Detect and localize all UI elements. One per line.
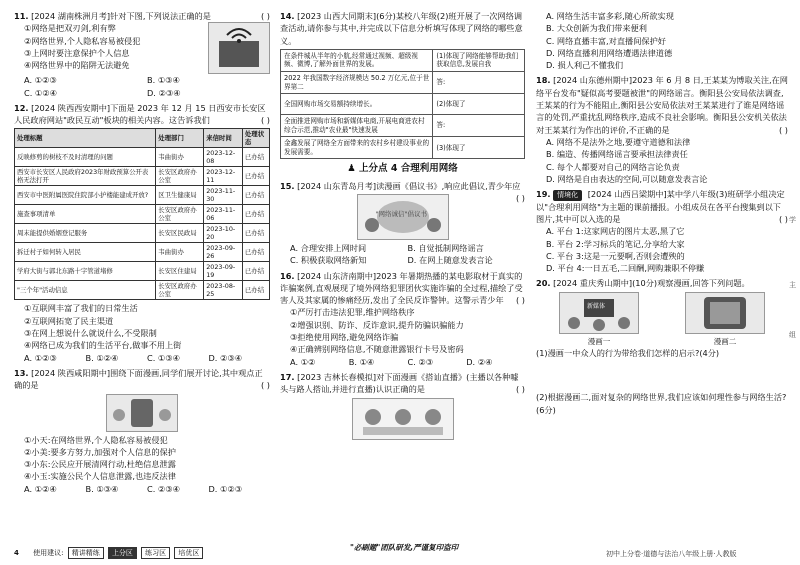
context-tag: 情境化 xyxy=(553,190,582,201)
q15-cartoon: "网络诚信"倡议书 xyxy=(357,194,449,240)
question-19: 19. 情境化 [2024 山西吕梁期中]某中学八年级(3)班研学小组决定以"合理利用网络"为主题的课前播报。小组成员在各平台搜集到以下图片,其中可以入选的是 ( ) A. 平台 1:这家网店的图片太恶,黑了它 B. 平台 2:学习标兵的笔记,分享给大家 C. 平台 3:这是一元要啊,否则会遭殃的 D. 平台 4:一日五毛,二回酬,网购兼职不停赚 xyxy=(536,189,788,274)
q13-cartoon xyxy=(106,394,178,432)
question-17: 17. [2023 吉林长春模拟]对下面漫画《搭讪直播》(主播以各种噱头与路人搭讪,并进行直播)认识正确的是 ( ) xyxy=(280,371,525,440)
question-16: 16. [2024 山东济南期中]2023 年暑期热播的某电影取材于真实的诈骗案例,直观展现了境外网络犯罪团伙实施诈骗的全过程,描绘了受害人及其家属的惨痛经历,发出了全民反诈警钟。这警示青少年 ( ) ①严厉打击违法犯罪,维护网络秩序 ②增强识别、防诈、反诈意识,提升防骗识骗能力 ③拒绝使用网络,避免网络诈骗 ④正确辨别网络信息,不随意泄露银行卡号及密码 A. ①② B. ①④ C. ②③ D. ②④ xyxy=(280,270,525,367)
footer-usage: 4 使用建议: 精讲精练 上分区 练习区 培优区 xyxy=(14,547,203,560)
table-row: 西安市中医附属医院住院部小护楼能建成开放? 区卫生健康局 2023-11-30 已办结 xyxy=(15,186,270,205)
table-row: 西安市长安区人民政府2023年财政预算公开表格无法打开 长安区政府办公室 2023-12-11 已办结 xyxy=(15,167,270,186)
q11-cartoon xyxy=(208,22,270,74)
column-left xyxy=(14,10,270,498)
q17-cartoon xyxy=(352,398,454,440)
question-15: 15. [2024 山东青岛月考]读漫画《倡议书》,响应此倡议,青少年应 ( ) "网络诚信"倡议书 A. 合理安排上网时间 B. 自觉抵制网络谣言 C. 积极获取网络新知 D. 在网上随意发表言论 xyxy=(280,180,525,266)
question-11: 11. [2024 湖南株洲月考]针对下图,下列说法正确的是 ( ) ①网络是把双刃剑,利有弊 ②网络世界,个人隐私容易被侵犯 ③上网时要注意保护个人信息 ④网络世界中的陷阱无法避免 A. ①②③ B. ①③④ C. ①②④ D. ②③④ xyxy=(14,11,270,98)
question-14: 14. [2023 山西大同期末](6分)某校八年级(2)班开展了一次网络调查活动,请你参与其中,并完成以下信息分析填写体现了网络的哪些意义。 在条件城从半年的小航,经常通过视频、超级视频、微博,了解外面世界的发展。 (1)体现了网络能够帮助我们获取信息,发展自我 2022 年我国数字经济规模达 50.2 万亿元,位于世界第二 答: 全国网购市场交易额持续增长。 (2)体现了 全面推进网购市场和新媒体电商,开展电商进农村综合示范,推动"农业最"快速发展 答: 金鑫发展了网络全方面带来的农村乡村建设事业的发展需要。 (3)体现了 xyxy=(280,10,525,159)
question-17-options: A. 网络生活丰富多彩,随心所欲实现 B. 大众创新为我们带来便利 C. 网络直播丰富,对直播间保护好 D. 网络直播利用网络遭遇法律道德 D. 损人利己不懂我们 xyxy=(546,11,674,71)
table-row: 拆迁村子如何转入居民 韦曲街办 2023-09-26 已办结 xyxy=(15,243,270,262)
question-13: 13. [2024 陕西咸阳期中]围绕下面漫画,同学们展开讨论,其中观点正确的是 ( ) ①小天:在网络世界,个人隐私容易被侵犯 ②小美:要多方努力,加强对个人信息的保护 ③小东:公民应开展清网行动,杜绝信息泄露 ④小玉:实施公民个人信息泄露,也违反法律 A. ①②④ B. ①③④ C. ②③④ D. ①②③ xyxy=(14,367,270,494)
table-row: 施查事项清单 长安区政府办公室 2023-11-06 已办结 xyxy=(15,205,270,224)
page-number: 4 xyxy=(14,548,19,557)
table-row: 周末能提供婚姻登记服务 长安区民政局 2023-10-20 已办结 xyxy=(15,224,270,243)
answer-space[interactable] xyxy=(536,359,788,391)
question-18: 18. [2024 山东德州期中]2023 年 6 月 8 日,王某某为博取关注,在网络平台发布"疑似高考要题被泄"的网络谣言。衡阳县公安局依法调查,王某某的行为不能阻止,衡阳县公安局依法对王某某进行了谁是网络谣言的处罚,严重扰乱网络秩序,造成不良社会影响。衡阳县公安机关依法对王某某行为作出的评价,不正确的是 ( ) A. 网络不是法外之地,要遵守道德和法律 B. 编造、传播网络谣言要承担法律责任 C. 每个人都要对自己的网络言论负责 D. 网络是自由表达的空间,可以随意发表言论 xyxy=(536,75,788,184)
survey-notes-table: 在条件城从半年的小航,经常通过视频、超级视频、微博,了解外面世界的发展。 (1)体现了网络能够帮助我们获取信息,发展自我 2022 年我国数字经济规模达 50.2 万亿元,位于世界第二 答: 全国网购市场交易额持续增长。 (2)体现了 全面推进网购市场和新媒体电商,开展电商进农村综合示范,推动"农业最"快速发展 答: 金鑫发展了网络全方面带来的农村乡村建设事业的发展需要。 (3)体现了 xyxy=(280,49,525,160)
chess-icon: ♟ xyxy=(347,163,356,175)
table-row: 反映修剪的树枝不及时清理的问题 韦曲街办 2023-12-08 已办结 xyxy=(15,148,270,167)
petition-table: 处理标题 处理部门 来信时间 处理状态 反映修剪的树枝不及时清理的问题 韦曲街办 2023-12-08 已办结 西安市长安区人民政府2023年财政预算公开表格无法打开 长安区政府办公室 2023-12-11 已办结 西安市中医附属医院住院部小护楼能建成开放? 区卫生健康局 2023-11-30 已办结 施查事项清单 长安区政府办公室 2023-11-06 已办结 周末能提供婚姻登记服务 长安区民政局 2023-10-20 已办结 拆迁村子如何转入居民 韦曲街办 2023-09-26 已办结 学府大街与郭北东路十字管道堵修 长安区住建局 2023-09-19 已办结 "三个年"活动信息 长安区政府办公室 2023-08-25 已办结 xyxy=(14,128,270,300)
column-right xyxy=(536,10,788,419)
livestream-illustration xyxy=(353,399,453,439)
question-20: 20. [2024 重庆秀山期中](10分)观察漫画,回答下列问题。 新媒体 漫画一 漫画二 (1)漫画一中众人的行为带给我们怎样的启示?(4分) (2)根据漫画二,面对复杂的网络世界,我们应该如何理性参与网络生活?(6分) xyxy=(536,278,787,415)
table-row: 学府大街与郭北东路十字管道堵修 长安区住建局 2023-09-19 已办结 xyxy=(15,262,270,281)
cartoon-one: 新媒体 xyxy=(559,292,639,334)
slogan: "必刷题"团队研发,严谨复印盗印 xyxy=(350,542,459,552)
column-middle xyxy=(280,10,525,443)
cartoon-two xyxy=(685,292,765,334)
book-title: 初中上分卷·道德与法治八年级上册·人教版 xyxy=(606,549,737,558)
question-12: 12. [2024 陕西西安期中]下面是 2023 年 12 月 15 日西安市长安区人民政府网站"政民互动"板块的相关内容。这告诉我们 ( ) 处理标题 处理部门 来信时间 处理状态 反映修剪的树枝不及时清理的问题 韦曲街办 2023-12-08 已办结 西安市长安区人民政府2023年财政预算公开表格无法打开 长安区政府办公室 2023-12-11 已办结 西安市中医附属医院住院部小护楼能建成开放? 区卫生健康局 2023-11-30 已办结 施查事项清单 长安区政府办公室 2023-11-06 已办结 周末能提供婚姻登记服务 长安区民政局 2023-10-20 已办结 拆迁村子如何转入居民 韦曲街办 2023-09-26 已办结 学府大街与郭北东路十字管道堵修 长安区住建局 2023-09-19 已办结 "三个年"活动信息 长安区政府办公室 2023-08-25 已办结 ①互联网丰富了我们的日常生活 ②互联网拓宽了民主渠道 ③在网上想说什么就说什么,不受限制 ④网络已成为我们的生活平台,做事不用上街 A. ①②③ B. ①②④ C. ①③④ D. ②③④ xyxy=(14,102,270,363)
table-row: "三个年"活动信息 长安区政府办公室 2023-08-25 已办结 xyxy=(15,281,270,300)
phone-maze-illustration xyxy=(686,293,764,333)
wifi-trap-illustration xyxy=(209,23,269,73)
crowd-illustration xyxy=(560,293,638,333)
section-heading: ♟ 上分点 4 合理利用网络 xyxy=(347,163,458,175)
phone-info-leak-illustration xyxy=(107,395,177,431)
